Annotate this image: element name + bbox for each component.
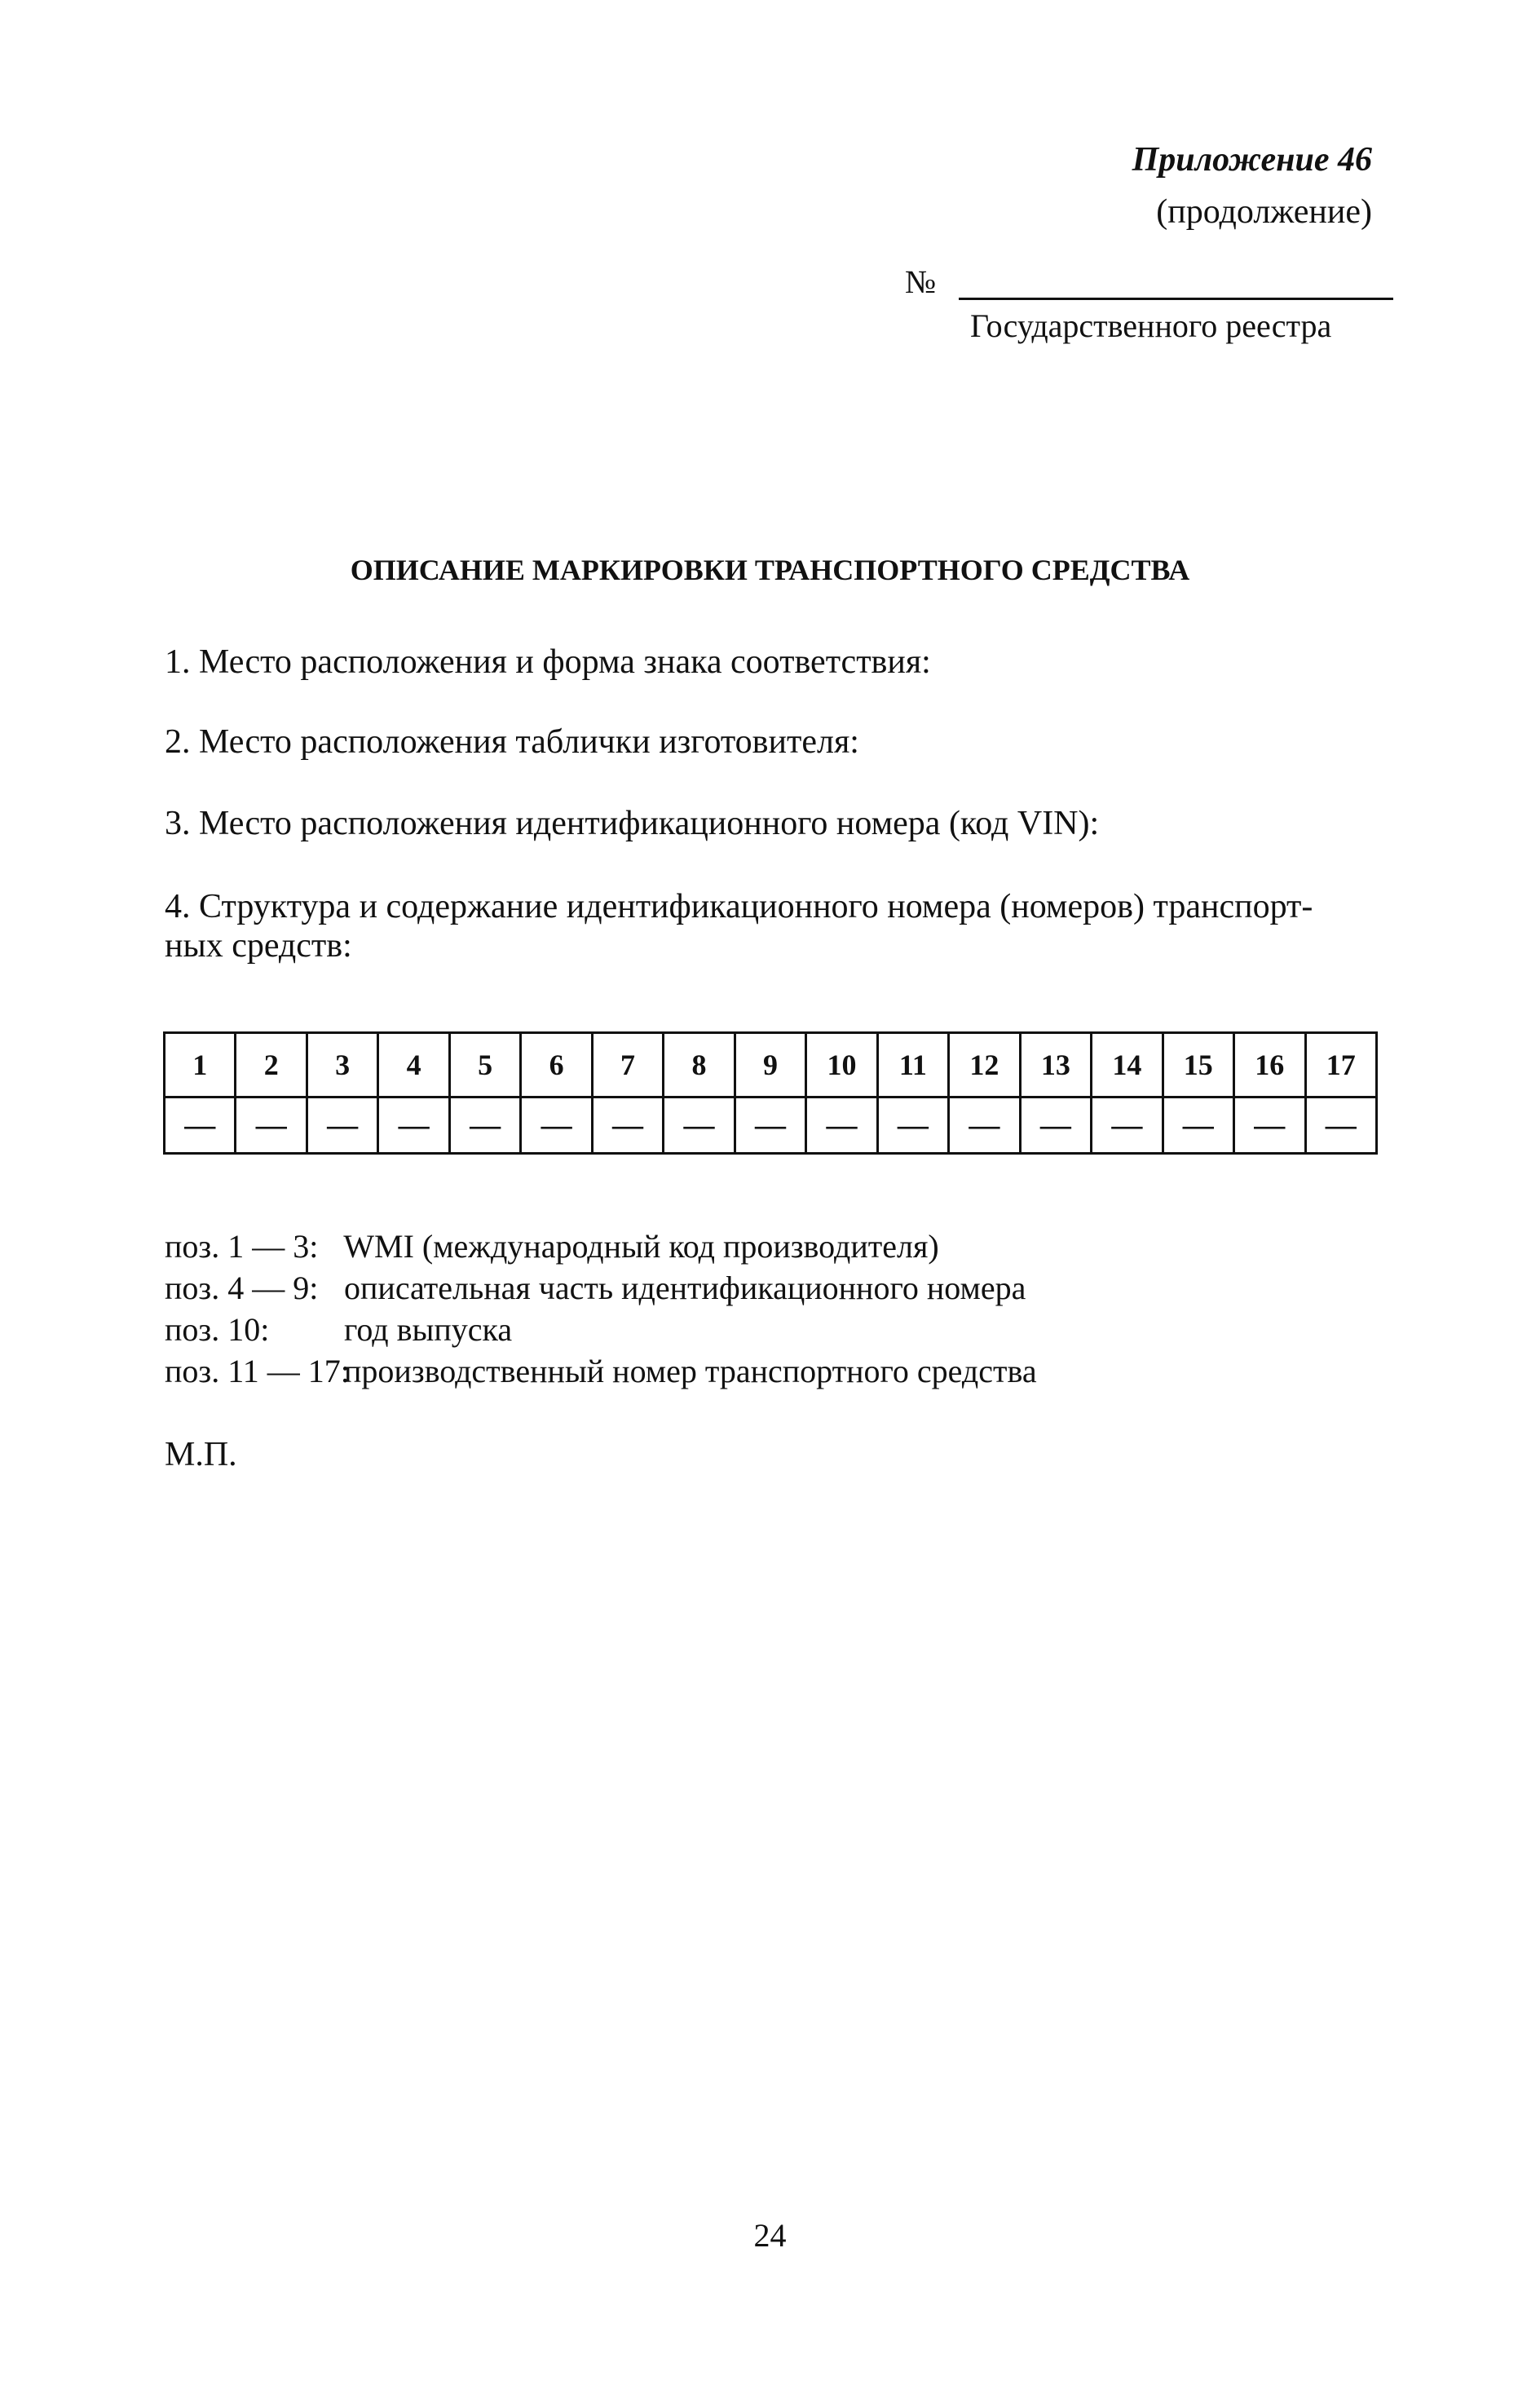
vin-position-cell: 8 [664, 1033, 735, 1098]
legend-line-serial [165, 1352, 1037, 1390]
vin-position-row [165, 1033, 1377, 1098]
vin-position-cell: 10 [806, 1033, 877, 1098]
legend-line-descriptive [165, 1269, 1026, 1307]
vin-value-cell: — [1305, 1098, 1377, 1154]
vin-position-cell: 17 [1305, 1033, 1377, 1098]
vin-position-cell: 11 [877, 1033, 948, 1098]
stamp-placeholder: М.П. [165, 1436, 237, 1473]
document-heading: ОПИСАНИЕ МАРКИРОВКИ ТРАНСПОРТНОГО СРЕДСТВА [350, 554, 1190, 586]
vin-value-cell: — [307, 1098, 377, 1154]
item-manufacturer-plate-location: 2. Место расположения таблички изготовителя: [165, 723, 859, 761]
vin-value-cell: — [1163, 1098, 1233, 1154]
vin-value-cell: — [449, 1098, 520, 1154]
item-vin-structure-line-2: ных средств: [165, 927, 352, 965]
vin-structure-table [163, 1031, 1378, 1155]
appendix-title: Приложение 46 [1132, 141, 1372, 179]
legend-line-wmi [165, 1227, 939, 1265]
vin-value-cell: — [1234, 1098, 1305, 1154]
legend-description: описательная часть идентификационного номера [344, 1270, 1026, 1306]
vin-position-cell: 3 [307, 1033, 377, 1098]
legend-position: поз. 4 — 9: [165, 1270, 319, 1306]
vin-position-cell: 9 [735, 1033, 805, 1098]
vin-value-cell: — [664, 1098, 735, 1154]
vin-value-cell: — [236, 1098, 307, 1154]
vin-value-cell: — [592, 1098, 663, 1154]
item-vin-structure-line-1: 4. Структура и содержание идентификационного номера (номеров) транспорт- [165, 888, 1313, 925]
legend-position: поз. 11 — 17: [165, 1353, 350, 1389]
vin-position-cell: 15 [1163, 1033, 1233, 1098]
vin-value-cell: — [1092, 1098, 1163, 1154]
vin-position-cell: 14 [1092, 1033, 1163, 1098]
vin-position-cell: 4 [378, 1033, 449, 1098]
vin-value-cell: — [877, 1098, 948, 1154]
vin-position-cell: 16 [1234, 1033, 1305, 1098]
vin-value-cell: — [949, 1098, 1020, 1154]
register-label: Государственного реестра [970, 307, 1332, 344]
vin-position-cell: 2 [236, 1033, 307, 1098]
appendix-subtitle: (продолжение) [1156, 193, 1372, 231]
vin-value-row [165, 1098, 1377, 1154]
vin-position-cell: 6 [521, 1033, 592, 1098]
vin-value-cell: — [735, 1098, 805, 1154]
vin-value-cell: — [165, 1098, 236, 1154]
vin-position-cell: 13 [1020, 1033, 1091, 1098]
register-number-blank-line [959, 298, 1393, 300]
vin-value-cell: — [806, 1098, 877, 1154]
number-sign: № [905, 263, 937, 300]
vin-value-cell: — [521, 1098, 592, 1154]
vin-position-cell: 5 [449, 1033, 520, 1098]
vin-position-cell: 7 [592, 1033, 663, 1098]
item-vin-location: 3. Место расположения идентификационного номера (код VIN): [165, 805, 1100, 842]
vin-position-cell: 12 [949, 1033, 1020, 1098]
vin-value-cell: — [1020, 1098, 1091, 1154]
legend-description: производственный номер транспортного средства [344, 1353, 1037, 1389]
item-conformity-mark-location: 1. Место расположения и форма знака соответствия: [165, 643, 931, 681]
vin-value-cell: — [378, 1098, 449, 1154]
legend-description: WMI (международный код производителя) [343, 1228, 939, 1265]
legend-description: год выпуска [344, 1311, 513, 1348]
legend-position: поз. 1 — 3: [165, 1228, 319, 1265]
legend-line-year [165, 1310, 512, 1349]
legend-position: поз. 10: [165, 1311, 270, 1348]
page-number: 24 [753, 2217, 787, 2254]
vin-position-cell: 1 [165, 1033, 236, 1098]
